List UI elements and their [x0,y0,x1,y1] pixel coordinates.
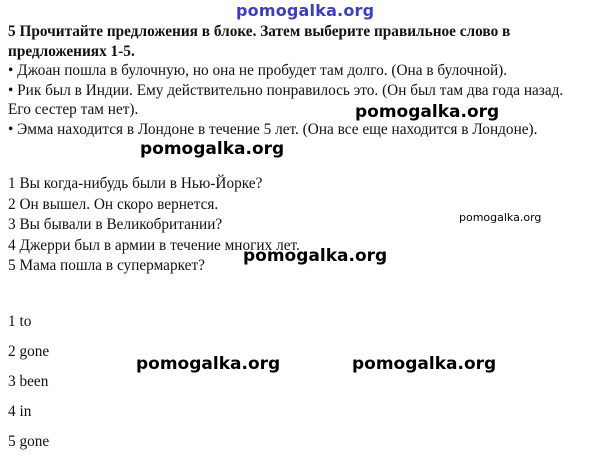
question-item: 2 Он вышел. Он скоро вернется. [8,195,219,213]
watermark: pomogalka.org [140,139,285,159]
answer-item: 3 been [8,373,49,390]
answer-item: 1 to [8,313,32,330]
watermark: pomogalka.org [243,246,388,266]
watermark: pomogalka.org [136,354,281,374]
question-item: 1 Вы когда-нибудь были в Нью-Йорке? [8,175,263,192]
bullet-item: • Джоан пошла в булочную, но она не пробудет там долго. (Она в булочной). [8,62,508,79]
answer-item: 5 gone [8,433,50,450]
question-item: 3 Вы бывали в Великобритании? [8,216,223,233]
answers-list [8,312,49,462]
question-item: 4 Джерри был в армии в течение многих лет. [8,236,300,254]
watermark-top: pomogalka.org [236,1,375,20]
answer-item: 4 in [8,403,32,420]
watermark: pomogalka.org [355,102,500,122]
watermark: pomogalka.org [352,354,497,374]
bullet-item: • Эмма находится в Лондоне в течение 5 лет. (Она все еще находится в Лондоне). [8,120,538,138]
question-item: 5 Мама пошла в супермаркет? [8,257,205,274]
bullet-item: • Рик был в Индии. Ему действительно понравилось это. (Он был там два года назад. Его сестер там нет). [8,81,564,118]
answer-item: 2 gone [8,343,50,360]
watermark: pomogalka.org [459,211,542,224]
task-title: 5 Прочитайте предложения в блоке. Затем выберите правильное слово в предложениях 1-5. [8,23,511,60]
